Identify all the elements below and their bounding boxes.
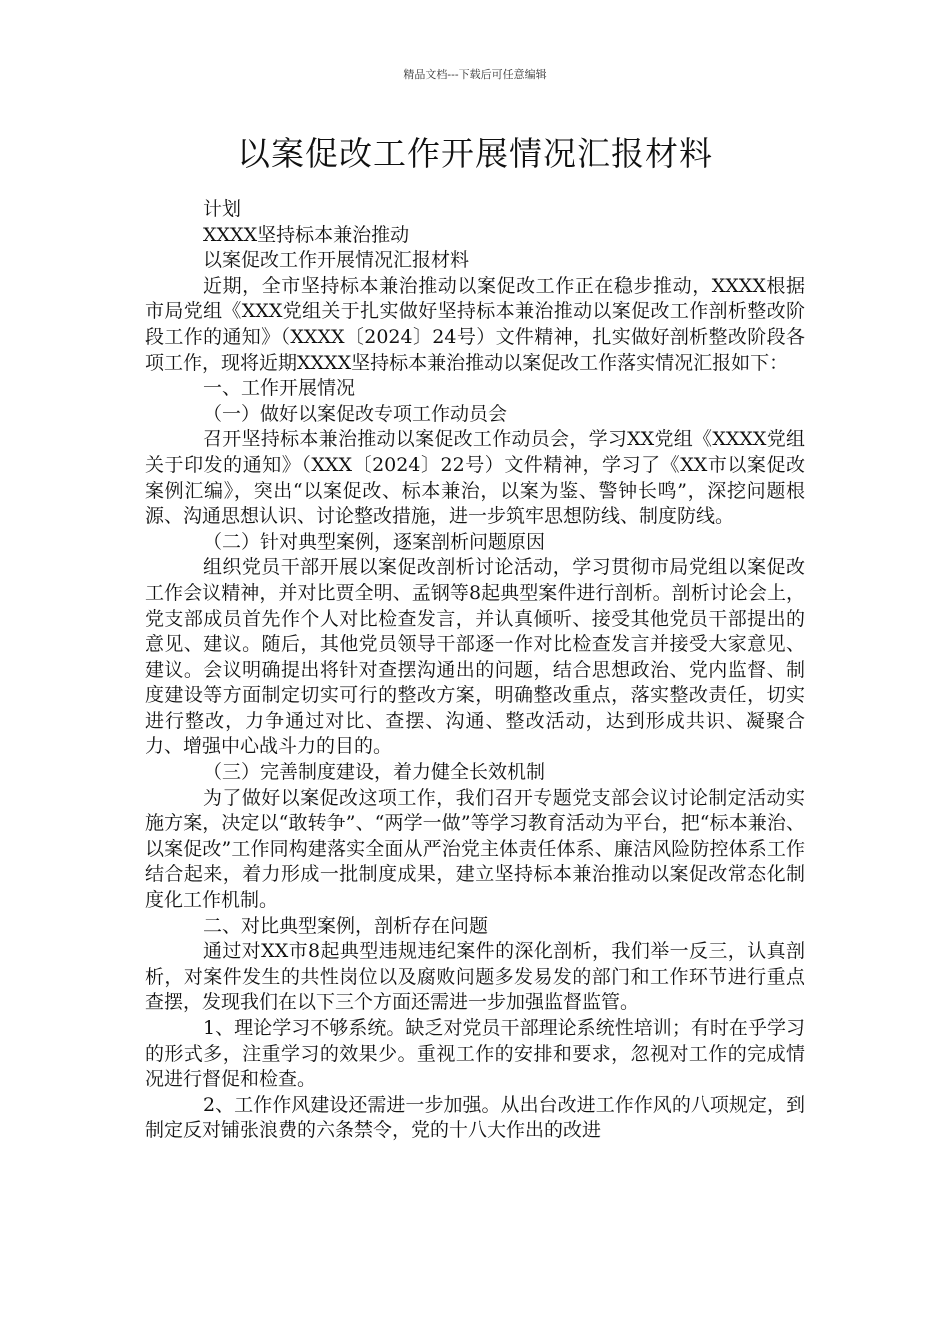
- body-paragraph: 2、工作作风建设还需进一步加强。从出台改进工作作风的八项规定，到制定反对铺张浪费的六条禁令，党的十八大作出的改进: [145, 1093, 805, 1142]
- body-paragraph: 计划: [203, 198, 242, 220]
- subsection-heading: （三）完善制度建设，着力健全长效机制: [203, 761, 546, 784]
- document-body: [145, 197, 805, 1144]
- section-heading: 二、对比典型案例，剖析存在问题: [203, 914, 489, 937]
- body-paragraph: 1、理论学习不够系统。缺乏对党员干部理论系统性培训；有时在乎学习的形式多，注重学习的效果少。重视工作的安排和要求，忽视对工作的完成情况进行督促和检查。: [145, 1017, 805, 1091]
- body-paragraph: 近期，全市坚持标本兼治推动以案促改工作正在稳步推动，XXXX根据市局党组《XXX党组关于扎实做好坚持标本兼治推动以案促改工作剖析整改阶段工作的通知》（XXXX〔2024〕24号）文件精神，扎实做好剖析整改阶段各项工作，现将近期XXXX坚持标本兼治推动以案促改工作落实情况汇报如下：: [145, 274, 805, 374]
- body-paragraph: 为了做好以案促改这项工作，我们召开专题党支部会议讨论制定活动实施方案，决定以“敢转争”、“两学一做”等学习教育活动为平台，把“标本兼治、以案促改”工作同构建落实全面从严治党主体责任体系、廉洁风险防控体系工作结合起来，着力形成一批制度成果，建立坚持标本兼治推动以案促改常态化制度化工作机制。: [145, 786, 805, 912]
- subsection-heading: （一）做好以案促改专项工作动员会: [203, 402, 508, 425]
- body-paragraph: 召开坚持标本兼治推动以案促改工作动员会，学习XX党组《XXXX党组关于印发的通知》（XXX〔2024〕22号）文件精神，学习了《XX市以案促改案例汇编》，突出“以案促改、标本兼治，以案为鉴、警钟长鸣”，深挖问题根源、沟通思想认识、讨论整改措施，进一步筑牢思想防线、制度防线。: [145, 428, 805, 528]
- body-paragraph: 以案促改工作开展情况汇报材料: [203, 249, 470, 272]
- section-heading: 一、工作开展情况: [203, 377, 356, 400]
- header-note: 精品文档---下载后可任意编辑: [403, 68, 547, 81]
- subsection-heading: （二）针对典型案例，逐案剖析问题原因: [203, 530, 546, 553]
- body-paragraph: 通过对XX市8起典型违规违纪案件的深化剖析，我们举一反三，认真剖析，对案件发生的共性岗位以及腐败问题多发易发的部门和工作环节进行重点查摆，发现我们在以下三个方面还需进一步加强监督监管。: [145, 940, 805, 1014]
- body-paragraph: 组织党员干部开展以案促改剖析讨论活动，学习贯彻市局党组以案促改工作会议精神，并对比贾全明、孟钢等8起典型案件进行剖析。剖析讨论会上，党支部成员首先作个人对比检查发言，并认真倾听、接受其他党员干部提出的意见、建议。随后，其他党员领导干部逐一作对比检查发言并接受大家意见、建议。会议明确提出将针对查摆沟通出的问题，结合思想政治、党内监督、制度建设等方面制定切实可行的整改方案，明确整改重点，落实整改责任，切实进行整改，力争通过对比、查摆、沟通、整改活动，达到形成共识、凝聚合力、增强中心战斗力的目的。: [145, 556, 805, 758]
- document-title: 以案促改工作开展情况汇报材料: [237, 134, 713, 173]
- body-paragraph: XXXX坚持标本兼治推动: [203, 223, 410, 246]
